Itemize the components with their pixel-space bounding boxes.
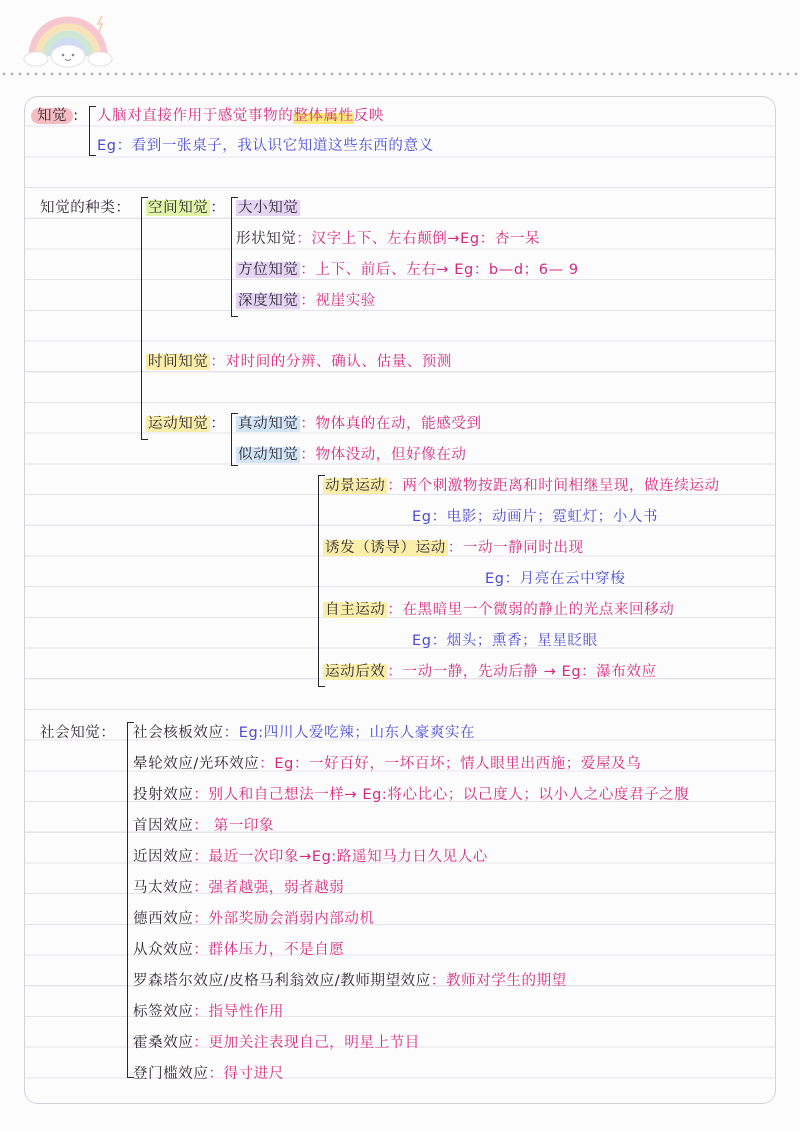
time-perception: 时间知觉 ：对时间的分辨、确认、估量、预测 [148,354,453,370]
space-item-shape: 形状知觉：汉字上下、左右颠倒→Eg：杏一呆 [236,231,541,247]
space-item-depth: 深度知觉 ：视崖实验 [238,293,376,309]
social-item-matthew: 马太效应：强者越强，弱者越弱 [133,880,345,896]
social-item-foot-in-door: 登门槛效应：得寸进尺 [133,1066,284,1082]
perception-example: Eg：看到一张桌子，我认识它知道这些东西的意义 [97,138,434,154]
motion-apparent: 似动知觉 ：物体没动，但好像在动 [238,447,467,463]
social-item-projection: 投射效应：别人和自己想法一样→ Eg:将心比心；以己度人；以小人之心度君子之腹 [133,787,690,803]
types-label: 知觉的种类： [40,200,131,216]
apparent-autokinetic: 自主运动 ：在黑暗里一个微弱的静止的光点来回移动 [325,602,675,618]
motion-real: 真动知觉 ：物体真的在动，能感受到 [238,416,482,432]
bracket-apparent [318,475,325,687]
social-item-stereotype: 社会核板效应：Eg:四川人爱吃辣；山东人豪爽实在 [133,725,476,741]
social-item-pygmalion: 罗森塔尔效应/皮格马利翁效应/教师期望效应：教师对学生的期望 [133,973,567,989]
social-item-recency: 近因效应：最近一次印象→Eg:路遥知马力日久见人心 [133,849,488,865]
bracket-perception [89,106,96,156]
apparent-induced: 诱发（诱导）运动 ：一动一静同时出现 [325,540,584,556]
social-item-primacy: 首因效应： 第一印象 [133,818,275,834]
space-perception-label: 空间知觉 ： [148,200,226,216]
rainbow-cloud-icon [22,10,114,68]
motion-perception-label: 运动知觉 ： [148,416,226,432]
space-item-size: 大小知觉 [238,200,299,216]
social-item-halo: 晕轮效应/光环效应：Eg：一好百好，一坏百坏；情人眼里出西施；爱屋及乌 [133,756,642,772]
bracket-types [141,197,148,440]
apparent-autokinetic-example: Eg：烟头；熏香；星星眨眼 [412,633,598,649]
social-item-deci: 德西效应：外部奖励会消弱内部动机 [133,911,375,927]
perception-label: 知觉 : [31,105,79,127]
apparent-induced-example: Eg：月亮在云中穿梭 [485,571,626,587]
perception-definition: 人脑对直接作用于感觉事物的整体属性反映 [97,108,384,124]
social-label: 社会知觉： [40,725,116,741]
dotted-divider [0,72,800,76]
social-item-conformity: 从众效应：群体压力，不是自愿 [133,942,345,958]
apparent-stroboscopic-example: Eg：电影；动画片；霓虹灯；小人书 [412,509,659,525]
apparent-stroboscopic: 动景运动 ：两个刺激物按距离和时间相继呈现，做连续运动 [325,478,720,494]
social-item-hawthorne: 霍桑效应：更加关注表现自己，明星上节目 [133,1035,420,1051]
bracket-social [127,722,134,1078]
apparent-aftereffect: 运动后效 ：一动一静，先动后静 → Eg：瀑布效应 [325,664,657,680]
space-item-direction: 方位知觉 ：上下、前后、左右→ Eg：b—d；6— 9 [238,262,579,278]
social-item-label: 标签效应：指导性作用 [133,1004,285,1020]
